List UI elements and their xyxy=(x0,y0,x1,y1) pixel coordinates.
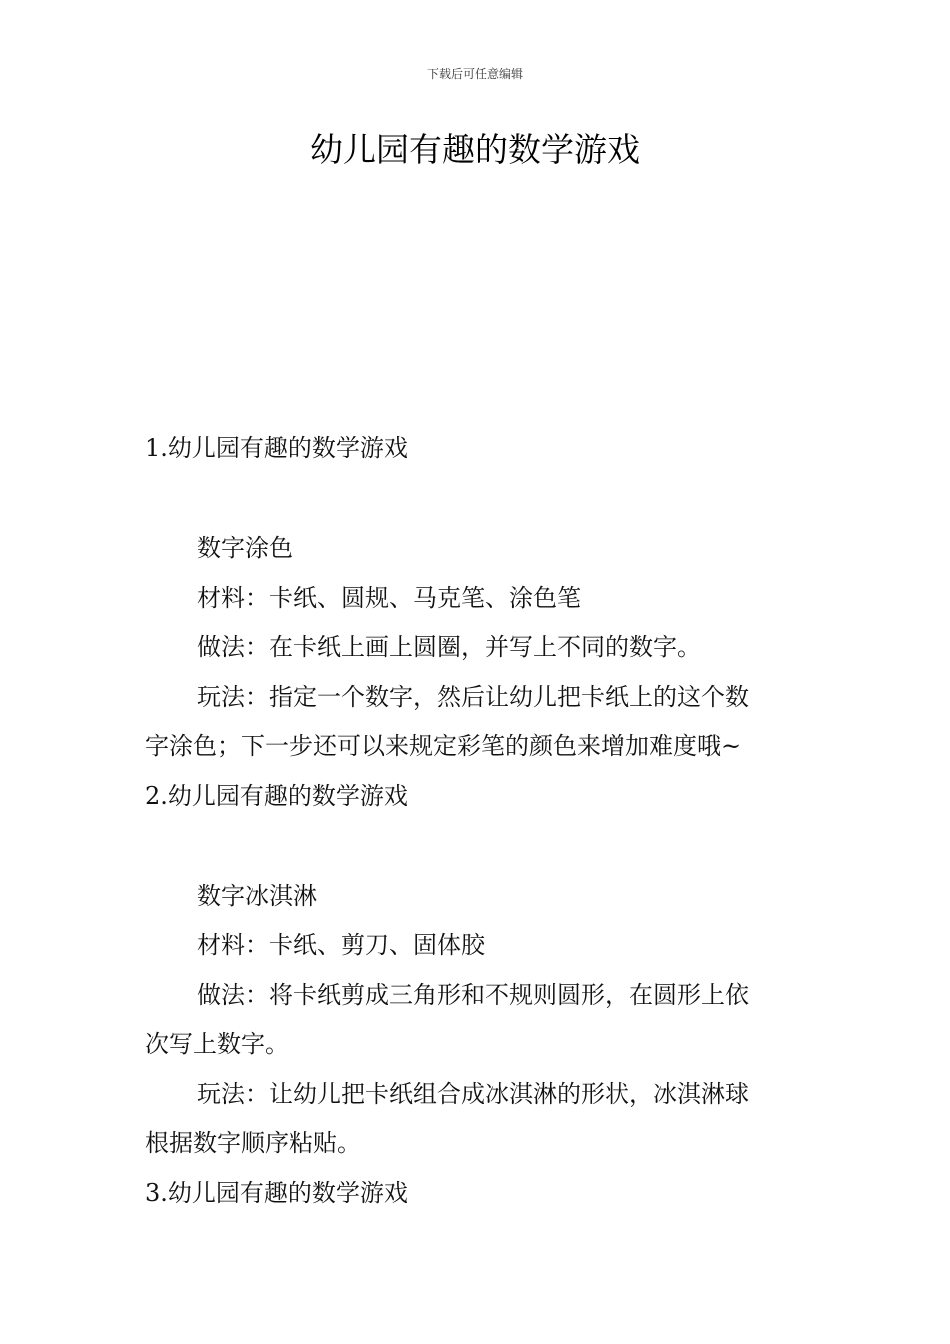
section-1-play-line-1: 玩法：指定一个数字，然后让幼儿把卡纸上的这个数 xyxy=(197,683,749,711)
section-1-heading: 1.幼儿园有趣的数学游戏 xyxy=(145,434,408,462)
section-3-heading: 3.幼儿园有趣的数学游戏 xyxy=(145,1179,408,1207)
section-2-method-line-2: 次写上数字。 xyxy=(145,1030,289,1058)
header-note: 下载后可任意编辑 xyxy=(426,67,523,81)
section-2-heading: 2.幼儿园有趣的数学游戏 xyxy=(145,782,408,810)
section-1-method: 做法：在卡纸上画上圆圈，并写上不同的数字。 xyxy=(197,633,701,661)
section-1-materials: 材料：卡纸、圆规、马克笔、涂色笔 xyxy=(197,584,581,612)
section-1-name: 数字涂色 xyxy=(197,534,293,562)
section-2-name: 数字冰淇淋 xyxy=(197,882,317,910)
section-2-play-line-1: 玩法：让幼儿把卡纸组合成冰淇淋的形状，冰淇淋球 xyxy=(197,1080,749,1108)
section-1-play-line-2: 字涂色；下一步还可以来规定彩笔的颜色来增加难度哦~ xyxy=(145,732,742,760)
document-title: 幼儿园有趣的数学游戏 xyxy=(310,130,640,169)
section-2-play-line-2: 根据数字顺序粘贴。 xyxy=(145,1129,361,1157)
section-2-method-line-1: 做法：将卡纸剪成三角形和不规则圆形，在圆形上依 xyxy=(197,981,749,1009)
section-2-materials: 材料：卡纸、剪刀、固体胶 xyxy=(197,931,485,959)
